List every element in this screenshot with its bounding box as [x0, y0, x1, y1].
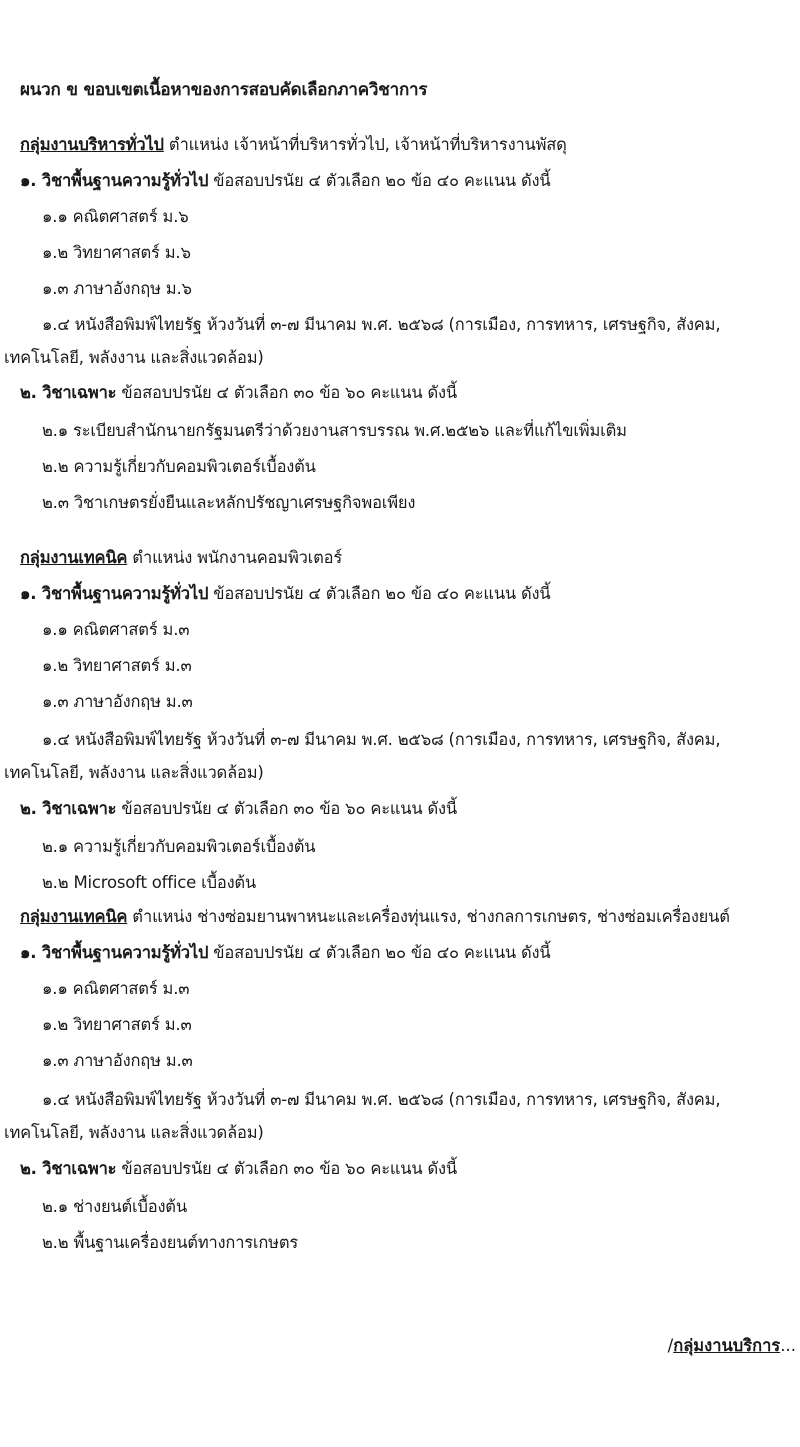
section-header: [20, 546, 342, 570]
subject-heading: [20, 381, 457, 405]
position-text: ตำแหน่ง ช่างซ่อมยานพาหนะและเครื่องทุ่นแรง, ช่างกลการเกษตร, ช่างซ่อมเครื่องยนต์: [132, 907, 730, 926]
list-item: ๒.๒ พื้นฐานเครื่องยนต์ทางการเกษตร: [42, 1233, 299, 1252]
position-text: ตำแหน่ง เจ้าหน้าที่บริหารทั่วไป, เจ้าหน้าที่บริหารงานพัสดุ: [168, 135, 567, 154]
list-item: ๑.๒ วิทยาศาสตร์ ม.๓: [42, 1015, 192, 1034]
subject-detail: ข้อสอบปรนัย ๔ ตัวเลือก ๒๐ ข้อ ๔๐ คะแนน ดังนี้: [213, 943, 551, 962]
list-item: ๑.๔ หนังสือพิมพ์ไทยรัฐ ห้วงวันที่ ๓-๗ มีนาคม พ.ศ. ๒๕๖๘ (การเมือง, การทหาร, เศรษฐกิจ, สังคม,: [42, 315, 721, 334]
list-item: ๑.๔ หนังสือพิมพ์ไทยรัฐ ห้วงวันที่ ๓-๗ มีนาคม พ.ศ. ๒๕๖๘ (การเมือง, การทหาร, เศรษฐกิจ, สังคม,: [42, 730, 721, 749]
position-text: ตำแหน่ง พนักงานคอมพิวเตอร์: [132, 548, 343, 567]
group-name: กลุ่มงานเทคนิค: [20, 907, 128, 926]
list-item: ๒.๒ Microsoft office เบื้องต้น: [42, 873, 257, 892]
list-item: ๑.๒ วิทยาศาสตร์ ม.๓: [42, 656, 192, 675]
list-item: ๑.๔ หนังสือพิมพ์ไทยรัฐ ห้วงวันที่ ๓-๗ มีนาคม พ.ศ. ๒๕๖๘ (การเมือง, การทหาร, เศรษฐกิจ, สังคม,: [42, 1090, 721, 1109]
subject-detail: ข้อสอบปรนัย ๔ ตัวเลือก ๒๐ ข้อ ๔๐ คะแนน ดังนี้: [213, 584, 551, 603]
subject-detail: ข้อสอบปรนัย ๔ ตัวเลือก ๓๐ ข้อ ๖๐ คะแนน ดังนี้: [121, 1159, 457, 1178]
subject-heading: [20, 941, 551, 965]
list-item: ๑.๓ ภาษาอังกฤษ ม.๓: [42, 692, 193, 711]
group-name: กลุ่มงานเทคนิค: [20, 548, 128, 567]
list-item: ๑.๒ วิทยาศาสตร์ ม.๖: [42, 243, 191, 262]
slash: /: [667, 1336, 674, 1355]
continuation-marker: [668, 1334, 796, 1358]
subject-title: ๑. วิชาพื้นฐานความรู้ทั่วไป: [20, 943, 209, 962]
subject-heading: [20, 582, 551, 606]
list-item-continuation: เทคโนโลยี, พลังงาน และสิ่งแวดล้อม): [4, 763, 264, 782]
subject-heading: [20, 169, 551, 193]
section-header: [20, 905, 730, 929]
subject-title: ๑. วิชาพื้นฐานความรู้ทั่วไป: [20, 584, 209, 603]
document-title: ผนวก ข ขอบเขตเนื้อหาของการสอบคัดเลือกภาควิชาการ: [20, 80, 428, 100]
section-header: [20, 133, 567, 157]
subject-title: ๒. วิชาเฉพาะ: [20, 1159, 117, 1178]
list-item: ๒.๑ ระเบียบสำนักนายกรัฐมนตรีว่าด้วยงานสารบรรณ พ.ศ.๒๕๒๖ และที่แก้ไขเพิ่มเติม: [42, 421, 627, 440]
subject-detail: ข้อสอบปรนัย ๔ ตัวเลือก ๓๐ ข้อ ๖๐ คะแนน ดังนี้: [121, 799, 457, 818]
list-item-continuation: เทคโนโลยี, พลังงาน และสิ่งแวดล้อม): [4, 348, 264, 367]
list-item: ๒.๑ ความรู้เกี่ยวกับคอมพิวเตอร์เบื้องต้น: [42, 837, 316, 856]
subject-title: ๒. วิชาเฉพาะ: [20, 799, 117, 818]
subject-title: ๒. วิชาเฉพาะ: [20, 383, 117, 402]
list-item: ๑.๓ ภาษาอังกฤษ ม.๓: [42, 1051, 193, 1070]
subject-title: ๑. วิชาพื้นฐานความรู้ทั่วไป: [20, 171, 209, 190]
list-item: ๑.๑ คณิตศาสตร์ ม.๓: [42, 979, 190, 998]
ellipsis: ...: [780, 1336, 796, 1355]
list-item: ๒.๓ วิชาเกษตรยั่งยืนและหลักปรัชญาเศรษฐกิจพอเพียง: [42, 493, 416, 512]
subject-detail: ข้อสอบปรนัย ๔ ตัวเลือก ๒๐ ข้อ ๔๐ คะแนน ดังนี้: [213, 171, 551, 190]
subject-detail: ข้อสอบปรนัย ๔ ตัวเลือก ๓๐ ข้อ ๖๐ คะแนน ดังนี้: [121, 383, 457, 402]
list-item: ๑.๓ ภาษาอังกฤษ ม.๖: [42, 279, 192, 298]
list-item: ๑.๑ คณิตศาสตร์ ม.๖: [42, 207, 189, 226]
next-section-label: กลุ่มงานบริการ: [673, 1336, 781, 1355]
group-name: กลุ่มงานบริหารทั่วไป: [20, 135, 164, 154]
subject-heading: [20, 797, 457, 821]
list-item-continuation: เทคโนโลยี, พลังงาน และสิ่งแวดล้อม): [4, 1123, 264, 1142]
subject-heading: [20, 1157, 457, 1181]
list-item: ๒.๑ ช่างยนต์เบื้องต้น: [42, 1197, 187, 1216]
list-item: ๒.๒ ความรู้เกี่ยวกับคอมพิวเตอร์เบื้องต้น: [42, 457, 316, 476]
list-item: ๑.๑ คณิตศาสตร์ ม.๓: [42, 620, 190, 639]
